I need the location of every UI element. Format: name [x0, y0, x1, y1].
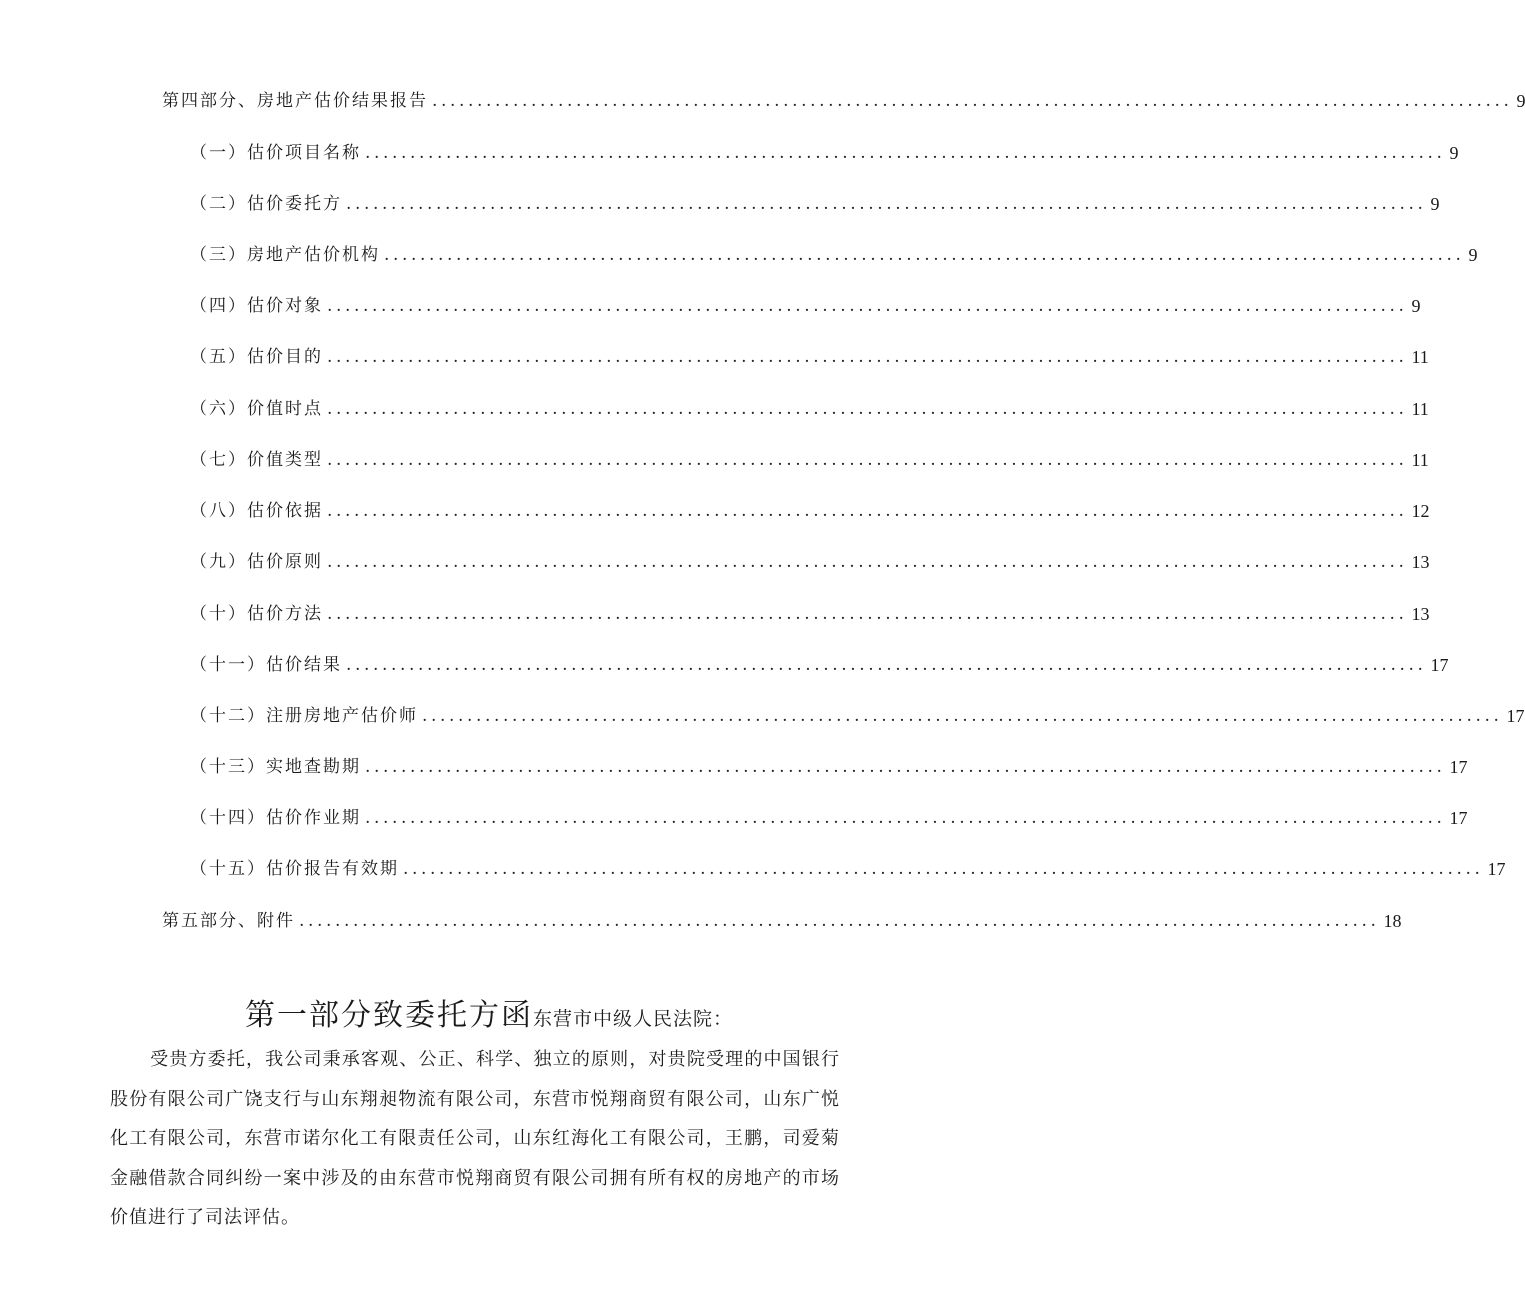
toc-entry[interactable] — [190, 498, 1430, 524]
addressee: 东营市中级人民法院： — [533, 1008, 734, 1030]
toc-entry[interactable] — [190, 805, 1468, 831]
letter-paragraph-text: 受贵方委托，我公司秉承客观、公正、科学、独立的原则，对贵院受理的中国银行股份有限公司广饶支行与山东翔昶物流有限公司，东营市悦翔商贸有限公司，山东广悦化工有限公司，东营市诺尔化工有限责任公司，山东红海化工有限公司，王鹏，司爱菊金融借款合同纠纷一案中涉及的由东营市悦翔商贸有限公司拥有所有权的房地产的市场价值进行了司法评估。 — [110, 1049, 840, 1228]
letter-paragraph — [110, 1040, 840, 1238]
toc-entry-page: 17 — [1430, 655, 1449, 675]
toc-entry-page: 17 — [1487, 859, 1506, 879]
toc-entry-page: 9 — [1430, 194, 1440, 214]
toc-entry[interactable] — [190, 549, 1430, 575]
toc-entry-page: 9 — [1411, 296, 1421, 316]
toc-entry[interactable] — [190, 191, 1440, 217]
toc-entry[interactable] — [162, 88, 1525, 114]
toc-entry-title: 第四部分、房地产估价结果报告 — [162, 91, 428, 111]
toc-entry-title: 第五部分、附件 — [162, 911, 295, 931]
toc-entry-title: （八）估价依据 — [190, 501, 323, 521]
toc-leader-dots: ........................................................................................................................ — [432, 91, 1513, 111]
toc-entry-page: 9 — [1468, 245, 1478, 265]
toc-leader-dots: ........................................................................................................................ — [327, 399, 1408, 419]
toc-leader-dots: ........................................................................................................................ — [327, 347, 1408, 367]
toc-entry-title: （十四）估价作业期 — [190, 808, 361, 828]
toc-leader-dots: ........................................................................................................................ — [327, 450, 1408, 470]
toc-entry-title: （五）估价目的 — [190, 347, 323, 367]
toc-entry-title: （十五）估价报告有效期 — [190, 859, 399, 879]
toc-entry-page: 12 — [1411, 501, 1430, 521]
toc-leader-dots: ........................................................................................................................ — [327, 552, 1408, 572]
toc-entry[interactable] — [190, 396, 1429, 422]
toc-entry-title: （一）估价项目名称 — [190, 143, 361, 163]
toc-entry-title: （十）估价方法 — [190, 604, 323, 624]
toc-entry-title: （二）估价委托方 — [190, 194, 342, 214]
toc-entry[interactable] — [190, 703, 1525, 729]
toc-entry-page: 17 — [1506, 706, 1525, 726]
toc-leader-dots: ........................................................................................................................ — [384, 245, 1465, 265]
toc-leader-dots: ........................................................................................................................ — [365, 757, 1446, 777]
toc-entry-title: （三）房地产估价机构 — [190, 245, 380, 265]
toc-entry[interactable] — [190, 447, 1429, 473]
toc-entry-title: （六）价值时点 — [190, 399, 323, 419]
toc-entry-title: （四）估价对象 — [190, 296, 323, 316]
toc-leader-dots: ........................................................................................................................ — [327, 604, 1408, 624]
toc-entry-title: （十三）实地查勘期 — [190, 757, 361, 777]
section-heading: 第一部分致委托方函 — [245, 998, 533, 1033]
toc-leader-dots: ........................................................................................................................ — [346, 655, 1427, 675]
toc-leader-dots: ........................................................................................................................ — [346, 194, 1427, 214]
toc-leader-dots: ........................................................................................................................ — [365, 808, 1446, 828]
toc-entry-page: 11 — [1411, 450, 1429, 470]
section-heading-row — [245, 990, 733, 1034]
toc-entry[interactable] — [190, 140, 1459, 166]
toc-leader-dots: ........................................................................................................................ — [327, 501, 1408, 521]
toc-entry-page: 18 — [1383, 911, 1402, 931]
toc-entry-page: 11 — [1411, 399, 1429, 419]
toc-entry-page: 13 — [1411, 552, 1430, 572]
toc-entry[interactable] — [190, 856, 1506, 882]
toc-leader-dots: ........................................................................................................................ — [422, 706, 1503, 726]
toc-leader-dots: ........................................................................................................................ — [365, 143, 1446, 163]
toc-entry-title: （十一）估价结果 — [190, 655, 342, 675]
toc-entry-page: 11 — [1411, 347, 1429, 367]
toc-entry[interactable] — [190, 754, 1468, 780]
toc-leader-dots: ........................................................................................................................ — [403, 859, 1484, 879]
toc-entry-title: （七）价值类型 — [190, 450, 323, 470]
toc-entry[interactable] — [190, 242, 1478, 268]
toc-entry-page: 17 — [1449, 808, 1468, 828]
toc-entry-page: 13 — [1411, 604, 1430, 624]
toc-entry[interactable] — [190, 652, 1449, 678]
toc-entry[interactable] — [190, 344, 1429, 370]
toc-entry-title: （九）估价原则 — [190, 552, 323, 572]
toc-entry-page: 9 — [1449, 143, 1459, 163]
toc-entry[interactable] — [190, 293, 1421, 319]
toc-leader-dots: ........................................................................................................................ — [327, 296, 1408, 316]
toc-entry-title: （十二）注册房地产估价师 — [190, 706, 418, 726]
toc-entry-page: 9 — [1516, 91, 1525, 111]
toc-leader-dots: ........................................................................................................................ — [299, 911, 1380, 931]
toc-entry-page: 17 — [1449, 757, 1468, 777]
toc-entry[interactable] — [190, 601, 1430, 627]
toc-entry[interactable] — [162, 908, 1402, 934]
